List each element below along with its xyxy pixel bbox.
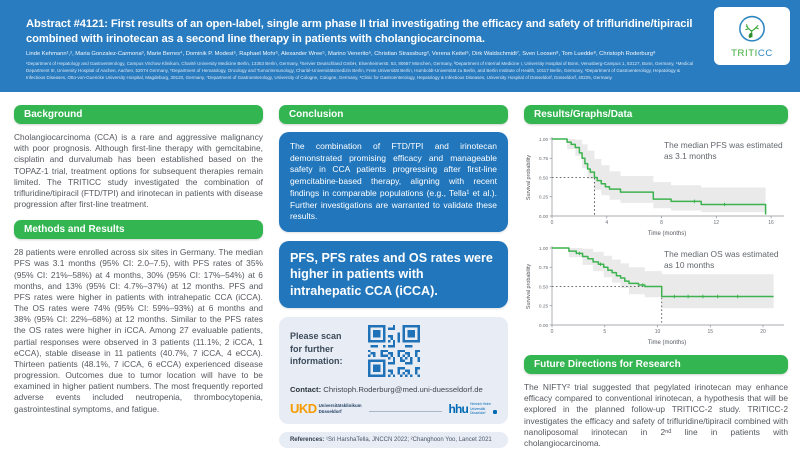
logo-divider-line (369, 411, 442, 412)
svg-text:1.00: 1.00 (538, 246, 549, 252)
svg-text:0.75: 0.75 (538, 157, 549, 163)
svg-text:Time (months): Time (months) (647, 340, 687, 346)
scan-box (279, 317, 508, 424)
background-body: Cholangiocarcinoma (CCA) is a rare and aggressive malignancy with poor prognosis. Although first-line therapy with gemcitabine, cisplatin and durvalumab has been established based on the TOPAZ-1 trial, treatment options for subsequent therapies remain limited. The TRITICC study investigated the combination of trifluridine/tipiracil (FTD/TPI) and irinotecan in patients with disease progression after first-line treatment. (14, 132, 263, 210)
logo-text-blue: CC (757, 48, 773, 59)
ukd-logo-subtext: Universitätsklinikum Düsseldorf (318, 403, 362, 414)
svg-text:4: 4 (605, 220, 609, 226)
scan-row (290, 325, 497, 377)
contact-label: Contact: (289, 385, 322, 395)
scan-label: Please scan for further information: (289, 331, 343, 367)
future-body: The NIFTY² trial suggested that pegylated irinotecan may enhance efficacy compared to conventional irinotecan, a hypothesis that will be explored in the planned follow-up TRITICC-2 study. TRITICC-2 investigates the efficacy and safety of trifluridine/tipiracil combined with nanoliposomal irinotecan in 2ⁿᵈ line in patients with cholangiocarcinoma. (524, 382, 788, 448)
contact-line (290, 385, 497, 394)
references-label: References: (289, 437, 325, 444)
hhu-logo-text: hhu (448, 401, 469, 416)
svg-text:0.25: 0.25 (538, 304, 549, 310)
logo-text-green: TRITI (731, 48, 758, 59)
conclusion-box (279, 132, 508, 232)
triticc-logo-text (731, 48, 773, 59)
hhu-logo-dot (493, 410, 497, 414)
svg-text:16: 16 (768, 220, 774, 226)
svg-text:0.25: 0.25 (538, 195, 549, 201)
right-column (524, 105, 788, 449)
left-column (14, 105, 263, 449)
triticc-logo (714, 7, 790, 65)
poster-body (0, 92, 800, 449)
future-section-title: Future Directions for Research (534, 359, 681, 370)
pfs-median-annotation: The median PFS was estimated as 3.1 months (664, 140, 783, 162)
hhu-logo-subtext: Heinrich Heine Universität Düsseldorf (470, 402, 491, 415)
qr-code (368, 325, 420, 377)
future-section-header (524, 355, 788, 374)
middle-column (279, 105, 508, 449)
svg-text:5: 5 (603, 329, 607, 335)
pfs-survival-plot (524, 132, 788, 238)
os-median-annotation: The median OS was estimated as 10 months (664, 249, 779, 271)
references-box (279, 432, 508, 448)
conclusion-section-title: Conclusion (288, 109, 344, 120)
results-section-title: Results/Graphs/Data (534, 109, 633, 120)
poster-header (0, 0, 800, 92)
key-finding-box (279, 241, 508, 308)
pfs-kaplan-meier-chart (524, 132, 788, 238)
svg-text:15: 15 (707, 329, 714, 335)
methods-body: 28 patients were enrolled across six sites in Germany. The median PFS was 3.1 months (95% CI: 2.0–7.5), with PFS rates of 35% (95% CI: 21%–58%) at 4 months, 30% (95% CI: 17%–54%) at 6 months, and 13% (95% CI: 4.7%–37%) at 12 months. PFS and PFS rates were higher in patients with intrahepatic CCA (iCCA). The OS rates were 74% (95% CI: 59%–93%) at 6 months and 38% (95% CI: 22%–68%) at 12 months. Similar to the PFS rates the OS rates were higher in iCCA. Among 27 evaluable patients, partial responses were observed in 3 patients (11.1%, 2 iCCA, 1 eCCA), stable disease in 11 patients (40.7%, 7 iCCA, 4 eCCA). Thirteen patients (48.1%, 7 iCCA, 6 eCCA) experienced disease progression. Outcomes due to tumor location will have to be examined in higher patient numbers. The most frequently reported adverse events included neutropenia, thrombocytopenia, gastrointestinal symptoms, and fatigue. (14, 247, 263, 414)
methods-section-header (14, 220, 263, 239)
background-section-header (14, 105, 263, 124)
svg-text:0: 0 (550, 329, 554, 335)
hhu-logo (449, 402, 498, 416)
svg-text:20: 20 (760, 329, 766, 335)
svg-text:8: 8 (660, 220, 663, 226)
key-finding-text: PFS, PFS rates and OS rates were higher in patients with intrahepatic CCA (iCCA). (289, 251, 493, 298)
contact-email: Christoph.Roderburg@med.uni-duesseldorf.de (323, 385, 483, 395)
svg-text:12: 12 (713, 220, 720, 226)
affiliations: ¹Department of Hepatology and Gastroenterology, Campus Virchow Klinikum, Charité University Medicine Berlin, 13353 Berlin, Germany, ²Servier Deutschland GmbH, Elsenheimerstr. 53, 80687 München, Germany, ³Department of Internal Medicine I, University Hospital of Bonn, Venusberg-Campus 1, 53127, Bonn, Germany, ⁴Medical Department III, University Hospital of Aachen, Aachen, 52074 Germany, ⁵Department of Hematology, Oncology and Tumorimmunology, Charité-Universitätsmedizin Berlin, Freie Universität Berlin, Humboldt-Universität zu Berlin, and Berlin Institute of Health, 10117 Berlin, Germany, ⁶Department of Gastroenterology, Hepatology & Infectious Diseases, Otto-von-Guericke University Hospital, Magdeburg, 39120, Germany, ⁷Department of Gastroenterology, University of Cologne, Cologne, Germany, ⁸Clinic for Gastroenterology, Hepatology & Infectious Diseases, University Hospital of Düsseldorf, Düsseldorf, 40225, Germany. (26, 61, 694, 81)
poster-title: Abstract #4121: First results of an open-label, single arm phase II trial investigating the efficacy and safety of trifluridine/tipiracil combined with irinotecan as a second line therapy in patients with cholangiocarcinoma. (26, 18, 693, 45)
svg-text:10: 10 (654, 329, 661, 335)
os-kaplan-meier-chart (524, 241, 788, 347)
ukd-logo-text: UKD (289, 401, 317, 417)
svg-text:Survival probability: Survival probability (526, 154, 532, 201)
svg-text:0.00: 0.00 (538, 323, 549, 329)
svg-text:Survival probability: Survival probability (526, 263, 532, 310)
authors-line: Linde Kehmann¹,², Maria Gonzalez-Carmona³, Marie Berres⁴, Dominik P. Modest⁵, Raphael Mohr⁵, Alexander Wree⁵, Marino Venerito⁶, Christian Strassburg³, Verena Keitel⁶, Dirk Waldschmidt⁷, Sven Loosen⁸, Tom Luedde⁸, Christoph Roderburg⁸ (26, 51, 656, 58)
svg-text:0: 0 (550, 220, 554, 226)
institution-logos (290, 401, 497, 416)
svg-text:0.00: 0.00 (538, 214, 549, 220)
background-section-title: Background (24, 109, 83, 120)
svg-text:0.75: 0.75 (538, 266, 549, 272)
references-text: ¹Sri HarshaTella, JNCCN 2022; ²Changhoon Yoo, Lancet 2021 (325, 437, 492, 444)
svg-text:Time (months): Time (months) (647, 231, 687, 237)
svg-text:1.00: 1.00 (538, 137, 549, 143)
methods-section-title: Methods and Results (24, 224, 125, 236)
biliary-tree-icon (734, 14, 770, 47)
os-survival-plot (524, 241, 788, 347)
results-section-header (524, 105, 788, 124)
svg-text:0.50: 0.50 (538, 285, 549, 291)
conclusion-body: The combination of FTD/TPI and irinotecan demonstrated promising efficacy and manageable safety in CCA patients progressing after first-line gemcitabine-based therapy, aligning with recent findings in comparable populations (e.g., Tella¹ et al.). Further investigations are warranted to validate these results. (289, 141, 497, 222)
ukd-logo (290, 401, 362, 416)
conclusion-section-header (279, 105, 508, 124)
svg-text:0.50: 0.50 (538, 176, 549, 182)
